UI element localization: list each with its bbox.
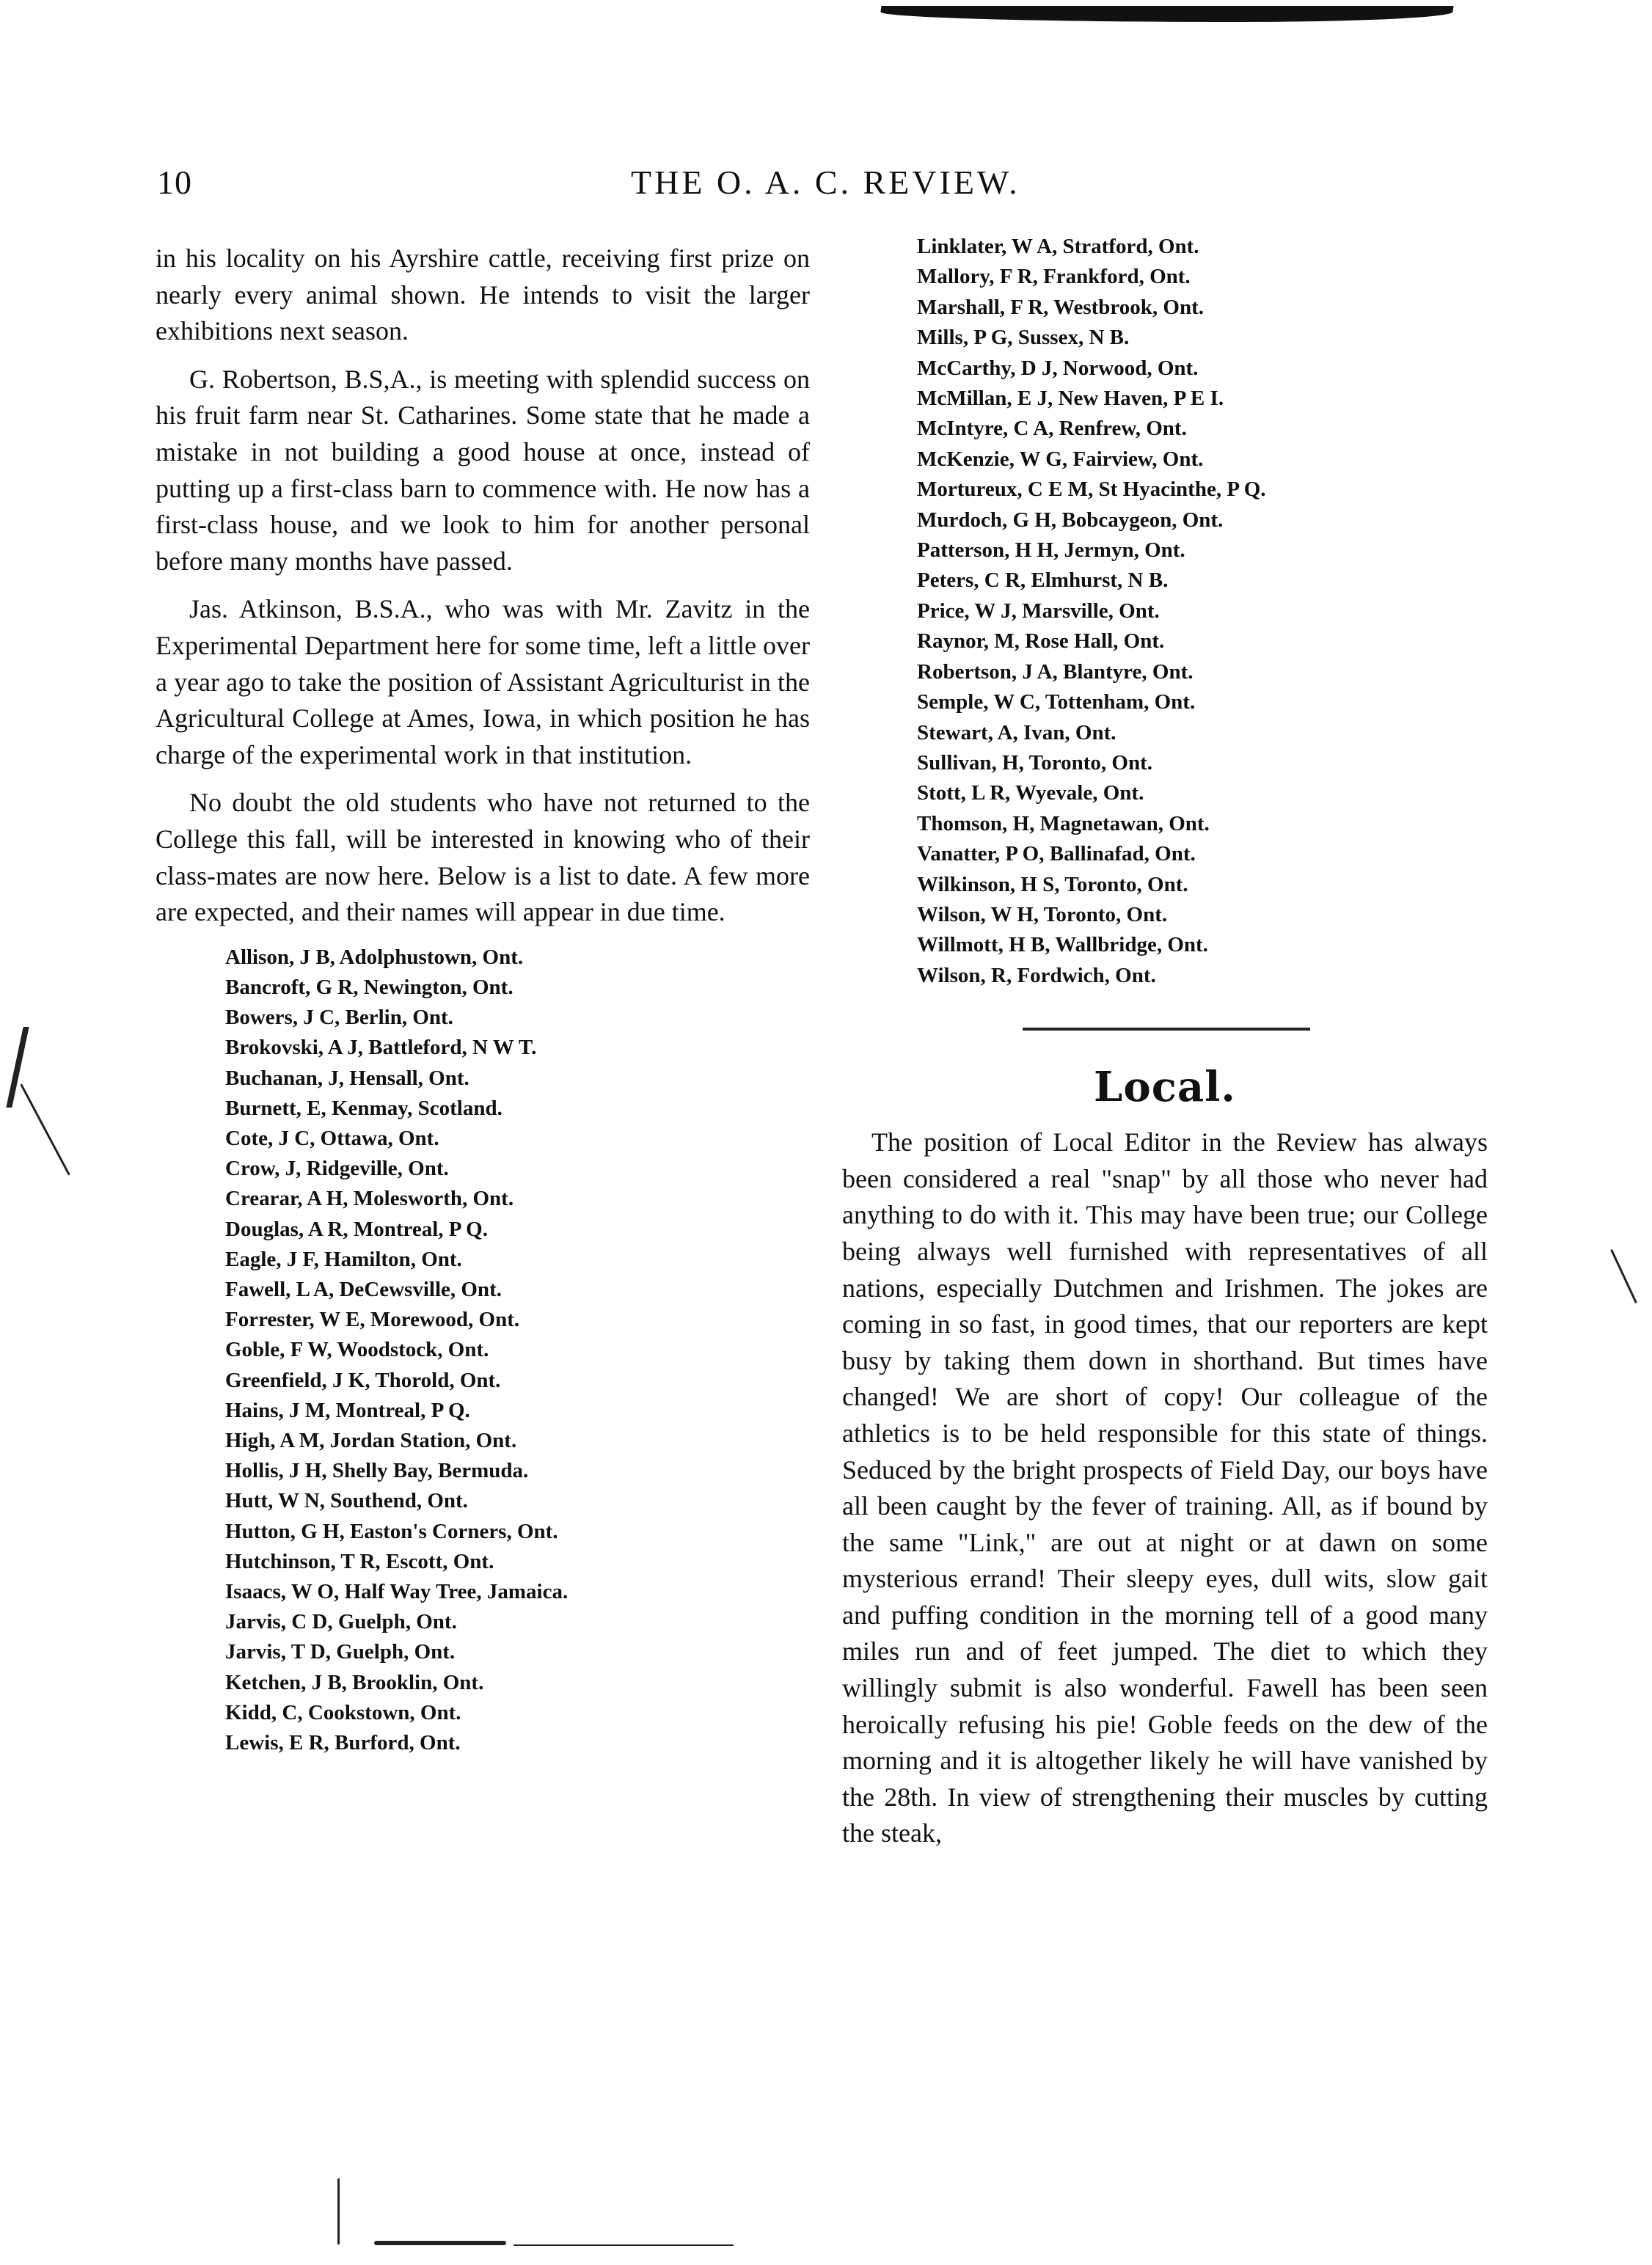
list-item: Greenfield, J K, Thorold, Ont. [225,1368,501,1392]
list-item: Vanatter, P O, Ballinafad, Ont. [917,842,1196,866]
list-item: Kidd, C, Cookstown, Ont. [225,1700,461,1724]
paragraph: The position of Local Editor in the Review has always been considered a real "snap" by all those who never had anything to do with it. This may have been true; our College being always well furnished with representatives of all nations, especially Dutchmen and Irishmen. The jokes are coming in so fast, in good times, that our reporters are kept busy by taking them down in shorthand. But times have changed! We are short of copy! Our colleague of the athletics is to be held responsible for this state of things. Seduced by the bright prospects of Field Day, our boys have all been caught by the fever of training. All, as if bound by the same "Link," are out at night or at dawn on some mysterious errand! Their sleepy eyes, dull wits, slow gait and puffing condition in the morning tell of a good many miles run and of feet jumped. The diet to which they willingly submit is also wonderful. Fawell has been seen heroically refusing his pie! Goble feeds on the dew of the morning and it is altogether likely he will have vanished by the 28th. In view of strengthening their muscles by cutting the steak, [842,1127,1488,1848]
list-item: Bancroft, G R, Newington, Ont. [225,975,513,999]
list-item: Patterson, H H, Jermyn, Ont. [917,538,1185,563]
paragraph: Jas. Atkinson, B.S.A., who was with Mr. Zavitz in the Experimental Department here for some time, left a little over a year ago to take the position of Assistant Agriculturist in the Agricultural College at Ames, Iowa, in which position he has charge of the experimental work in that institution. [156,594,810,769]
ink-mark [374,2241,506,2245]
list-item: Crearar, A H, Molesworth, Ont. [225,1187,514,1211]
paragraph: in his locality on his Ayrshire cattle, receiving first prize on nearly every animal shown. He intends to visit the larger exhibitions next season. [156,244,810,346]
list-item: Hutt, W N, Southend, Ont. [225,1489,468,1513]
list-item: Mallory, F R, Frankford, Ont. [917,265,1191,289]
list-item: Cote, J C, Ottawa, Ont. [225,1126,439,1150]
list-item: Murdoch, G H, Bobcaygeon, Ont. [917,508,1224,532]
list-item: Peters, C R, Elmhurst, N B. [917,568,1169,593]
list-item: Buchanan, J, Hensall, Ont. [225,1066,469,1090]
list-item: Hollis, J H, Shelly Bay, Bermuda. [225,1459,529,1483]
list-item: Hutchinson, T R, Escott, Ont. [225,1549,494,1573]
list-item: Willmott, H B, Wallbridge, Ont. [917,933,1208,957]
paragraph: G. Robertson, B.S,A., is meeting with splendid success on his fruit farm near St. Catharines. Some state that he made a mistake in not building a good house at once, instead of putting up a first-class barn to commence with. He now has a first-class house, and we look to him for another personal before many months have passed. [156,364,810,576]
page-number: 10 [157,164,192,201]
list-item: Wilson, W H, Toronto, Ont. [917,902,1168,926]
list-item: Crow, J, Ridgeville, Ont. [225,1157,449,1181]
ink-mark [20,1083,70,1175]
list-item: Mills, P G, Sussex, N B. [917,326,1130,350]
list-item: Fawell, L A, DeCewsville, Ont. [225,1277,502,1301]
list-item: Douglas, A R, Montreal, P Q. [225,1217,488,1241]
left-column [156,241,810,1758]
list-item: Thomson, H, Magnetawan, Ont. [917,811,1210,835]
list-item: Wilson, R, Fordwich, Ont. [917,963,1156,987]
list-item: Mortureux, C E M, St Hyacinthe, P Q. [917,477,1266,502]
list-item: Linklater, W A, Stratford, Ont. [917,235,1199,258]
list-item: Forrester, W E, Morewood, Ont. [225,1308,520,1332]
student-list-left [225,943,810,1758]
list-item: Marshall, F R, Westbrook, Ont. [917,295,1204,319]
list-item: Jarvis, T D, Guelph, Ont. [225,1640,456,1664]
list-item: Hutton, G H, Easton's Corners, Ont. [225,1519,558,1543]
list-item: Stott, L R, Wyevale, Ont. [917,781,1144,805]
paragraph: No doubt the old students who have not returned to the College this fall, will be interested in knowing who of their class-mates are now here. Below is a list to date. A few more are expected, and their names will appear in due time. [156,788,810,927]
student-list-right [917,232,1488,991]
list-item: Wilkinson, H S, Toronto, Ont. [917,872,1188,896]
list-item: Burnett, E, Kenmay, Scotland. [225,1096,502,1120]
list-item: Price, W J, Marsville, Ont. [917,599,1160,623]
list-item: Lewis, E R, Burford, Ont. [225,1730,461,1754]
list-item: Ketchen, J B, Brooklin, Ont. [225,1670,484,1694]
list-item: Isaacs, W O, Half Way Tree, Jamaica. [225,1579,569,1603]
ink-mark [1610,1249,1637,1303]
list-item: Bowers, J C, Berlin, Ont. [225,1006,453,1030]
list-item: Jarvis, C D, Guelph, Ont. [225,1610,457,1634]
section-divider [1023,1028,1310,1031]
list-item: Goble, F W, Woodstock, Ont. [225,1338,489,1362]
list-item: McCarthy, D J, Norwood, Ont. [917,356,1199,380]
page-title: THE O. A. C. REVIEW. [631,164,1020,201]
list-item: Brokovski, A J, Battleford, N W T. [225,1036,537,1060]
section-heading-local: Local. [1094,1063,1236,1112]
list-item: Raynor, M, Rose Hall, Ont. [917,629,1165,654]
list-item: Stewart, A, Ivan, Ont. [917,720,1116,744]
right-column [842,232,1488,1852]
list-item: Eagle, J F, Hamilton, Ont. [225,1247,462,1271]
ink-smudge [879,6,1453,22]
ink-mark [513,2244,734,2246]
list-item: McKenzie, W G, Fairview, Ont. [917,447,1204,471]
list-item: High, A M, Jordan Station, Ont. [225,1428,517,1452]
local-section [842,1124,1488,1852]
ink-mark [337,2178,340,2244]
list-item: Hains, J M, Montreal, P Q. [225,1398,470,1422]
list-item: Allison, J B, Adolphustown, Ont. [225,945,524,969]
list-item: Semple, W C, Tottenham, Ont. [917,690,1196,714]
list-item: McMillan, E J, New Haven, P E I. [917,387,1224,411]
list-item: McIntyre, C A, Renfrew, Ont. [917,417,1187,441]
list-item: Sullivan, H, Toronto, Ont. [917,750,1152,775]
list-item: Robertson, J A, Blantyre, Ont. [917,659,1194,684]
